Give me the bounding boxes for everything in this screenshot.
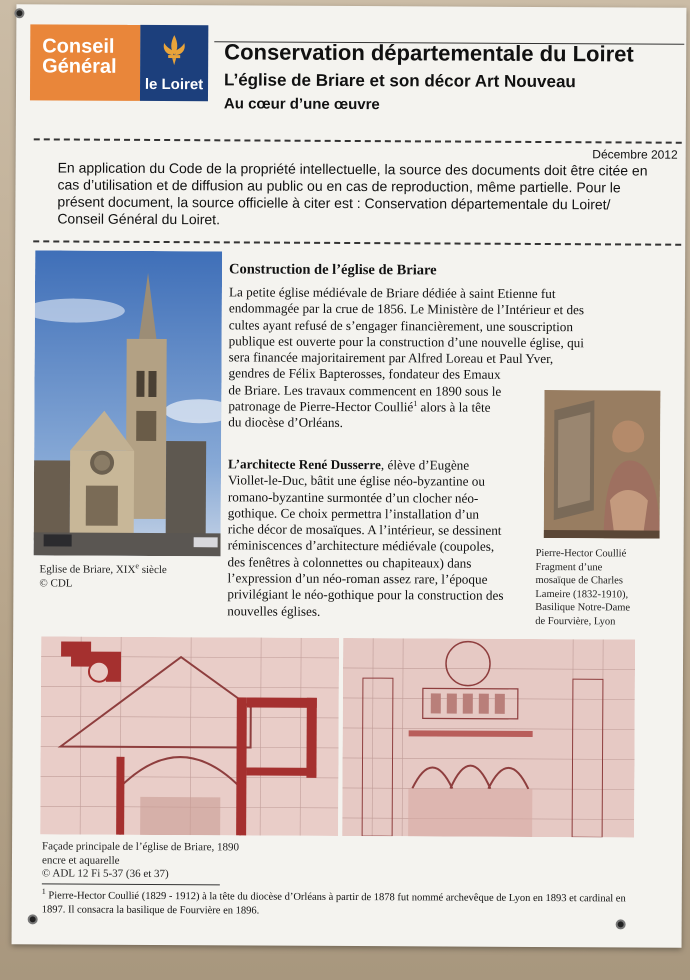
footnote-rule [42,883,220,885]
text-line: réminiscences d’architecture médiévale (coupoles, [227,537,495,555]
church-photo [34,250,223,556]
page-title: Conservation départementale du Loiret [224,39,634,67]
text-line: de Briare. Les travaux commencent en 1890 sous le [228,382,502,399]
text-line: La petite église médiévale de Briare dédiée à saint Etienne fut [228,284,556,302]
paragraph-architect [227,456,540,621]
page-tagline: Au cœur d’une œuvre [223,95,380,114]
text-line: gothique. Ce choix permettra l’installation d’un [227,505,480,522]
mosaic-image [544,390,661,539]
mosaic-drawing [544,390,661,539]
text-line: des fenêtres à colonnettes ou chapiteaux) dans [227,554,472,571]
fleur-de-lis-icon [160,33,188,69]
footnote-reference: 1 [413,399,418,409]
text-line: gendres de Félix Bapterosses, fondateur des Emaux [228,365,501,383]
caption-line: Lameire (1832-1910), [535,588,629,600]
church-photo-drawing [34,250,223,556]
caption-line: © ADL 12 Fi 5-37 (36 et 37) [41,867,169,881]
bottom-left-rivet [28,914,38,924]
logo-line1: Conseil [42,35,115,58]
photo-caption-text-b: siècle [138,563,167,577]
logo-department: le Loiret [144,75,204,94]
footnote-mark: 1 [41,886,46,896]
information-panel [12,4,687,947]
section-title: Construction de l’église de Briare [229,261,437,279]
notice-divider [33,240,681,245]
caption-line: de Fourvière, Lyon [535,615,616,627]
facade-drawing-left [40,636,339,836]
architect-name: L’architecte René Dusserre [228,456,381,473]
caption-line: Pierre-Hector Coullié [535,547,627,560]
facade-section-drawing [40,636,339,836]
text-line: cultes ayant refusé de s’engager financièrement, une souscription [228,316,574,334]
text-line: publique est ouverte pour la construction d’une nouvelle église, qui [228,333,584,351]
text-line: l’expression d’un néo-roman assez rare, l’époque [227,570,488,587]
logo-orange-block [30,24,140,101]
caption-line: Fragment d’une [535,561,603,573]
text-line: endommagée par la crue de 1856. Le Ministère de l’Intérieur et des [228,300,585,318]
photo-caption-sup: e [135,561,140,571]
caption-line: mosaïque de Charles [535,574,623,587]
drawing-caption [42,840,342,882]
footnote-text: Pierre-Hector Coullié (1829 - 1912) à la tête du diocèse d’Orléans à partir de 1878 fut nommé archevêque de Lyon en 1893 et cardinal en 1897. Il consacra la basilique de Fourvière en 1896. [41,890,626,917]
text-line: nouvelles églises. [227,603,321,619]
text-line: sera financée majoritairement par Alfred Loreau et Paul Yver, [228,349,554,367]
logo-blue-block [140,25,208,101]
facade-elevation-drawing [342,638,635,838]
photo-caption [39,562,219,591]
text-line: Viollet-le-Duc, bâtit une église néo-byzantine ou [227,472,486,490]
top-left-rivet [14,8,24,18]
caption-line: encre et aquarelle [41,853,120,867]
bottom-right-rivet [616,919,626,929]
text-line [228,456,540,474]
photo-credit: © CDL [39,577,73,590]
logo-line2: Général [42,55,117,78]
page-subtitle: L’église de Briare et son décor Art Nouveau [224,70,576,92]
copyright-notice: En application du Code de la propriété intellectuelle, la source des documents doit être citée en cas d’utilisation et de diffusion au public ou en cas de reproduction, même partielle. Pour le présent document, la source officielle à citer est : Conservation départementale du Loiret/ Conseil Général du Loiret. [57,159,648,228]
footnote [41,886,652,920]
text-line: du diocèse d’Orléans. [228,414,343,431]
text-fragment: alors à la tête [420,399,491,415]
photo-caption-text-a: Eglise de Briare, XIX [39,563,136,576]
text-fragment: , élève d’Eugène [380,457,470,473]
text-line: romano-byzantine surmontée d’un clocher néo- [227,488,479,506]
document-date: Décembre 2012 [592,147,678,162]
text-line: riche décor de mosaïques. A l’intérieur, se dessinent [227,521,502,538]
conseil-general-logo [30,24,208,101]
facade-drawing-right [342,638,635,838]
header-divider [34,138,682,143]
caption-line: Basilique Notre-Dame [535,601,631,614]
text-fragment: patronage de Pierre-Hector Coullié [228,398,414,415]
mosaic-caption [535,547,670,629]
text-line: privilégiant le néo-gothique pour la construction des [227,586,504,604]
caption-line: Façade principale de l’église de Briare, 1890 [42,840,240,854]
